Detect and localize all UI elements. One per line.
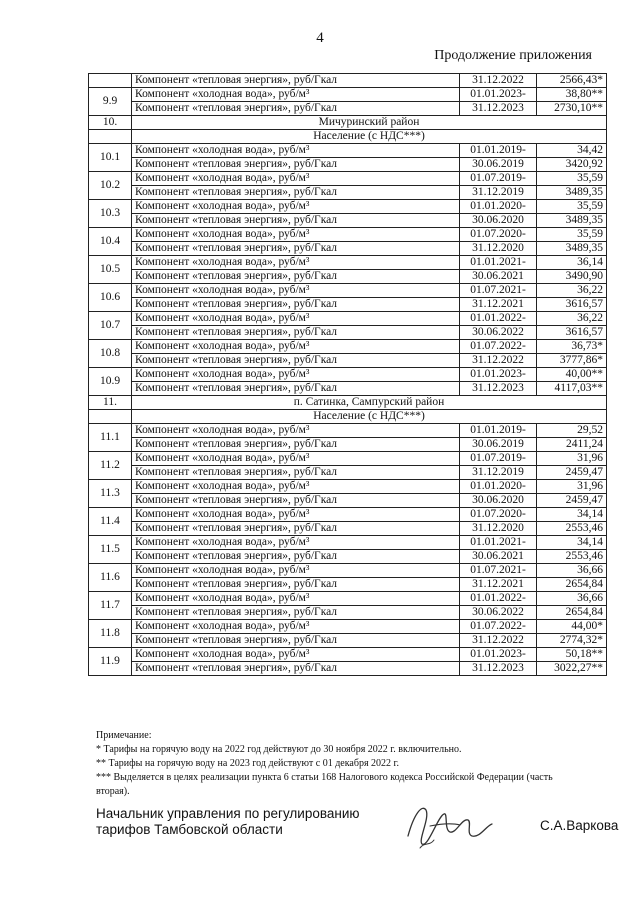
tariff-value-cold-water: 31,96 <box>537 480 607 494</box>
component-heat-energy: Компонент «тепловая энергия», руб/Гкал <box>132 382 460 396</box>
tariff-value-cold-water: 34,14 <box>537 536 607 550</box>
table-row <box>89 480 607 494</box>
category-number-empty <box>89 130 132 144</box>
row-number: 9.9 <box>89 88 132 116</box>
signatory-position <box>96 806 360 838</box>
component-cold-water: Компонент «холодная вода», руб/м³ <box>132 144 460 158</box>
component-cold-water: Компонент «холодная вода», руб/м³ <box>132 200 460 214</box>
tariff-value-heat-energy: 2553,46 <box>537 550 607 564</box>
period-start: 01.01.2022- <box>460 592 537 606</box>
tariff-value-cold-water: 36,22 <box>537 312 607 326</box>
component-cold-water: Компонент «холодная вода», руб/м³ <box>132 368 460 382</box>
tariff-value-cold-water: 31,96 <box>537 452 607 466</box>
category-title: Население (с НДС***) <box>132 130 607 144</box>
table-row <box>89 452 607 466</box>
tariff-value-heat-energy: 3489,35 <box>537 214 607 228</box>
period-end: 31.12.2023 <box>460 662 537 676</box>
period-start: 01.07.2022- <box>460 340 537 354</box>
component-cold-water: Компонент «холодная вода», руб/м³ <box>132 620 460 634</box>
tariff-value-heat-energy: 4117,03** <box>537 382 607 396</box>
table-row <box>89 256 607 270</box>
tariff-value-heat-energy: 2730,10** <box>537 102 607 116</box>
period-start: 01.01.2020- <box>460 480 537 494</box>
table-row <box>89 620 607 634</box>
table-row <box>89 438 607 452</box>
component-heat-energy: Компонент «тепловая энергия», руб/Гкал <box>132 522 460 536</box>
period-start: 01.07.2020- <box>460 228 537 242</box>
row-number: 10.4 <box>89 228 132 256</box>
period-end: 31.12.2019 <box>460 186 537 200</box>
table-row <box>89 564 607 578</box>
component-heat-energy: Компонент «тепловая энергия», руб/Гкал <box>132 186 460 200</box>
period-end: 31.12.2022 <box>460 74 537 88</box>
tariff-value-cold-water: 36,22 <box>537 284 607 298</box>
table-row <box>89 284 607 298</box>
tariff-value-heat-energy: 3616,57 <box>537 298 607 312</box>
table-row <box>89 158 607 172</box>
component-heat-energy: Компонент «тепловая энергия», руб/Гкал <box>132 550 460 564</box>
period-end: 31.12.2020 <box>460 242 537 256</box>
tariff-value-cold-water: 36,66 <box>537 592 607 606</box>
component-cold-water: Компонент «холодная вода», руб/м³ <box>132 564 460 578</box>
table-row <box>89 340 607 354</box>
tariff-value-cold-water: 36,14 <box>537 256 607 270</box>
period-start: 01.01.2021- <box>460 256 537 270</box>
component-cold-water: Компонент «холодная вода», руб/м³ <box>132 340 460 354</box>
period-start: 01.01.2023- <box>460 648 537 662</box>
component-cold-water: Компонент «холодная вода», руб/м³ <box>132 592 460 606</box>
table-row <box>89 424 607 438</box>
period-end: 31.12.2021 <box>460 578 537 592</box>
component-heat-energy: Компонент «тепловая энергия», руб/Гкал <box>132 634 460 648</box>
table-row <box>89 648 607 662</box>
section-number: 11. <box>89 396 132 410</box>
category-row <box>89 410 607 424</box>
row-number: 11.9 <box>89 648 132 676</box>
period-start: 01.01.2022- <box>460 312 537 326</box>
tariff-value-cold-water: 34,14 <box>537 508 607 522</box>
tariff-value-cold-water: 35,59 <box>537 200 607 214</box>
component-cold-water: Компонент «холодная вода», руб/м³ <box>132 256 460 270</box>
table-row <box>89 494 607 508</box>
page-number: 4 <box>316 30 324 46</box>
table-row <box>89 662 607 676</box>
period-start: 01.01.2023- <box>460 368 537 382</box>
row-number: 11.5 <box>89 536 132 564</box>
period-end: 30.06.2020 <box>460 494 537 508</box>
period-start: 01.01.2023- <box>460 88 537 102</box>
table-row <box>89 242 607 256</box>
period-end: 31.12.2022 <box>460 354 537 368</box>
tariff-value-cold-water: 35,59 <box>537 228 607 242</box>
period-end: 30.06.2021 <box>460 270 537 284</box>
component-heat-energy: Компонент «тепловая энергия», руб/Гкал <box>132 578 460 592</box>
table-row <box>89 74 607 88</box>
row-number: 10.9 <box>89 368 132 396</box>
component-heat-energy: Компонент «тепловая энергия», руб/Гкал <box>132 326 460 340</box>
tariff-value-cold-water: 29,52 <box>537 424 607 438</box>
table-row <box>89 298 607 312</box>
tariff-value-heat-energy: 3489,35 <box>537 242 607 256</box>
period-end: 31.12.2019 <box>460 466 537 480</box>
section-row <box>89 396 607 410</box>
tariff-value-cold-water: 34,42 <box>537 144 607 158</box>
component-cold-water: Компонент «холодная вода», руб/м³ <box>132 648 460 662</box>
component-heat-energy: Компонент «тепловая энергия», руб/Гкал <box>132 438 460 452</box>
tariff-value-cold-water: 36,73* <box>537 340 607 354</box>
table-row <box>89 144 607 158</box>
note-3: *** Выделяется в целях реализации пункта 6 статьи 168 Налогового кодекса Российской Федерации (часть <box>96 772 553 783</box>
period-start: 01.01.2019- <box>460 144 537 158</box>
period-end: 30.06.2022 <box>460 326 537 340</box>
tariff-value-heat-energy: 3022,27** <box>537 662 607 676</box>
tariff-value-cold-water: 35,59 <box>537 172 607 186</box>
row-number: 11.2 <box>89 452 132 480</box>
period-end: 31.12.2020 <box>460 522 537 536</box>
component-cold-water: Компонент «холодная вода», руб/м³ <box>132 424 460 438</box>
row-number: 10.3 <box>89 200 132 228</box>
table-row <box>89 522 607 536</box>
section-number: 10. <box>89 116 132 130</box>
row-number: 10.2 <box>89 172 132 200</box>
note-2: ** Тарифы на горячую воду на 2023 год действуют с 01 декабря 2022 г. <box>96 758 400 769</box>
row-number: 10.6 <box>89 284 132 312</box>
row-number: 11.3 <box>89 480 132 508</box>
period-end: 30.06.2019 <box>460 438 537 452</box>
tariff-table-body <box>89 74 607 676</box>
tariff-value-heat-energy: 3490,90 <box>537 270 607 284</box>
tariff-value-heat-energy: 3777,86* <box>537 354 607 368</box>
period-start: 01.07.2019- <box>460 172 537 186</box>
component-heat-energy: Компонент «тепловая энергия», руб/Гкал <box>132 606 460 620</box>
table-row <box>89 368 607 382</box>
component-heat-energy: Компонент «тепловая энергия», руб/Гкал <box>132 270 460 284</box>
component-cold-water: Компонент «холодная вода», руб/м³ <box>132 284 460 298</box>
period-end: 30.06.2022 <box>460 606 537 620</box>
component-cold-water: Компонент «холодная вода», руб/м³ <box>132 536 460 550</box>
tariff-table <box>88 73 607 676</box>
component-heat-energy: Компонент «тепловая энергия», руб/Гкал <box>132 662 460 676</box>
period-start: 01.07.2019- <box>460 452 537 466</box>
tariff-value-heat-energy: 2654,84 <box>537 606 607 620</box>
component-cold-water: Компонент «холодная вода», руб/м³ <box>132 480 460 494</box>
component-heat-energy: Компонент «тепловая энергия», руб/Гкал <box>132 158 460 172</box>
component-heat-energy: Компонент «тепловая энергия», руб/Гкал <box>132 102 460 116</box>
period-end: 31.12.2023 <box>460 382 537 396</box>
component-cold-water: Компонент «холодная вода», руб/м³ <box>132 452 460 466</box>
section-title: Мичуринский район <box>132 116 607 130</box>
period-end: 30.06.2021 <box>460 550 537 564</box>
period-end: 30.06.2019 <box>460 158 537 172</box>
tariff-value-heat-energy: 3420,92 <box>537 158 607 172</box>
tariff-value-heat-energy: 2774,32* <box>537 634 607 648</box>
tariff-value-heat-energy: 3489,35 <box>537 186 607 200</box>
signatory-position-line-1: Начальник управления по регулированию <box>96 806 360 821</box>
row-number-empty <box>89 74 132 88</box>
period-start: 01.07.2021- <box>460 564 537 578</box>
row-number: 10.5 <box>89 256 132 284</box>
table-row <box>89 354 607 368</box>
row-number: 11.8 <box>89 620 132 648</box>
component-cold-water: Компонент «холодная вода», руб/м³ <box>132 172 460 186</box>
tariff-value-cold-water: 36,66 <box>537 564 607 578</box>
table-row <box>89 200 607 214</box>
signatory-position-line-2: тарифов Тамбовской области <box>96 822 283 837</box>
table-row <box>89 592 607 606</box>
period-end: 31.12.2021 <box>460 298 537 312</box>
table-row <box>89 172 607 186</box>
component-cold-water: Компонент «холодная вода», руб/м³ <box>132 228 460 242</box>
tariff-value-cold-water: 44,00* <box>537 620 607 634</box>
row-number: 10.1 <box>89 144 132 172</box>
handwritten-signature <box>400 796 500 854</box>
tariff-value-heat-energy: 2553,46 <box>537 522 607 536</box>
table-row <box>89 312 607 326</box>
tariff-value-cold-water: 38,80** <box>537 88 607 102</box>
signatory-name: С.А.Варкова <box>540 818 619 833</box>
row-number: 11.7 <box>89 592 132 620</box>
table-row <box>89 228 607 242</box>
note-1: * Тарифы на горячую воду на 2022 год действуют до 30 ноября 2022 г. включительно. <box>96 744 462 755</box>
tariff-value-heat-energy: 3616,57 <box>537 326 607 340</box>
tariff-value-heat-energy: 2459,47 <box>537 494 607 508</box>
component-cold-water: Компонент «холодная вода», руб/м³ <box>132 88 460 102</box>
component-cold-water: Компонент «холодная вода», руб/м³ <box>132 312 460 326</box>
section-title: п. Сатинка, Сампурский район <box>132 396 607 410</box>
table-row <box>89 88 607 102</box>
row-number: 11.4 <box>89 508 132 536</box>
period-start: 01.01.2021- <box>460 536 537 550</box>
period-start: 01.07.2022- <box>460 620 537 634</box>
category-number-empty <box>89 410 132 424</box>
tariff-value-cold-water: 50,18** <box>537 648 607 662</box>
section-row <box>89 116 607 130</box>
component-heat-energy: Компонент «тепловая энергия», руб/Гкал <box>132 214 460 228</box>
period-start: 01.07.2020- <box>460 508 537 522</box>
component-heat-energy: Компонент «тепловая энергия», руб/Гкал <box>132 242 460 256</box>
table-row <box>89 186 607 200</box>
table-row <box>89 634 607 648</box>
table-row <box>89 214 607 228</box>
table-row <box>89 536 607 550</box>
period-end: 31.12.2023 <box>460 102 537 116</box>
category-title: Население (с НДС***) <box>132 410 607 424</box>
table-row <box>89 466 607 480</box>
tariff-value-heat-energy: 2459,47 <box>537 466 607 480</box>
note-4: вторая). <box>96 786 130 797</box>
row-number: 10.8 <box>89 340 132 368</box>
component-heat-energy: Компонент «тепловая энергия», руб/Гкал <box>132 354 460 368</box>
row-number: 11.1 <box>89 424 132 452</box>
table-row <box>89 578 607 592</box>
table-row <box>89 606 607 620</box>
table-row <box>89 102 607 116</box>
tariff-value-heat-energy: 2411,24 <box>537 438 607 452</box>
row-number: 10.7 <box>89 312 132 340</box>
category-row <box>89 130 607 144</box>
component-name: Компонент «тепловая энергия», руб/Гкал <box>132 74 460 88</box>
table-row <box>89 326 607 340</box>
table-row <box>89 270 607 284</box>
component-heat-energy: Компонент «тепловая энергия», руб/Гкал <box>132 494 460 508</box>
notes-title: Примечание: <box>96 730 152 741</box>
table-row <box>89 508 607 522</box>
table-row <box>89 382 607 396</box>
period-start: 01.01.2019- <box>460 424 537 438</box>
component-heat-energy: Компонент «тепловая энергия», руб/Гкал <box>132 466 460 480</box>
period-start: 01.07.2021- <box>460 284 537 298</box>
period-end: 30.06.2020 <box>460 214 537 228</box>
row-number: 11.6 <box>89 564 132 592</box>
appendix-continuation-label: Продолжение приложения <box>434 48 592 63</box>
tariff-value-cold-water: 40,00** <box>537 368 607 382</box>
component-cold-water: Компонент «холодная вода», руб/м³ <box>132 508 460 522</box>
component-heat-energy: Компонент «тепловая энергия», руб/Гкал <box>132 298 460 312</box>
tariff-value-heat-energy: 2654,84 <box>537 578 607 592</box>
period-start: 01.01.2020- <box>460 200 537 214</box>
table-row <box>89 550 607 564</box>
tariff-value: 2566,43* <box>537 74 607 88</box>
period-end: 31.12.2022 <box>460 634 537 648</box>
notes-block <box>96 729 606 799</box>
